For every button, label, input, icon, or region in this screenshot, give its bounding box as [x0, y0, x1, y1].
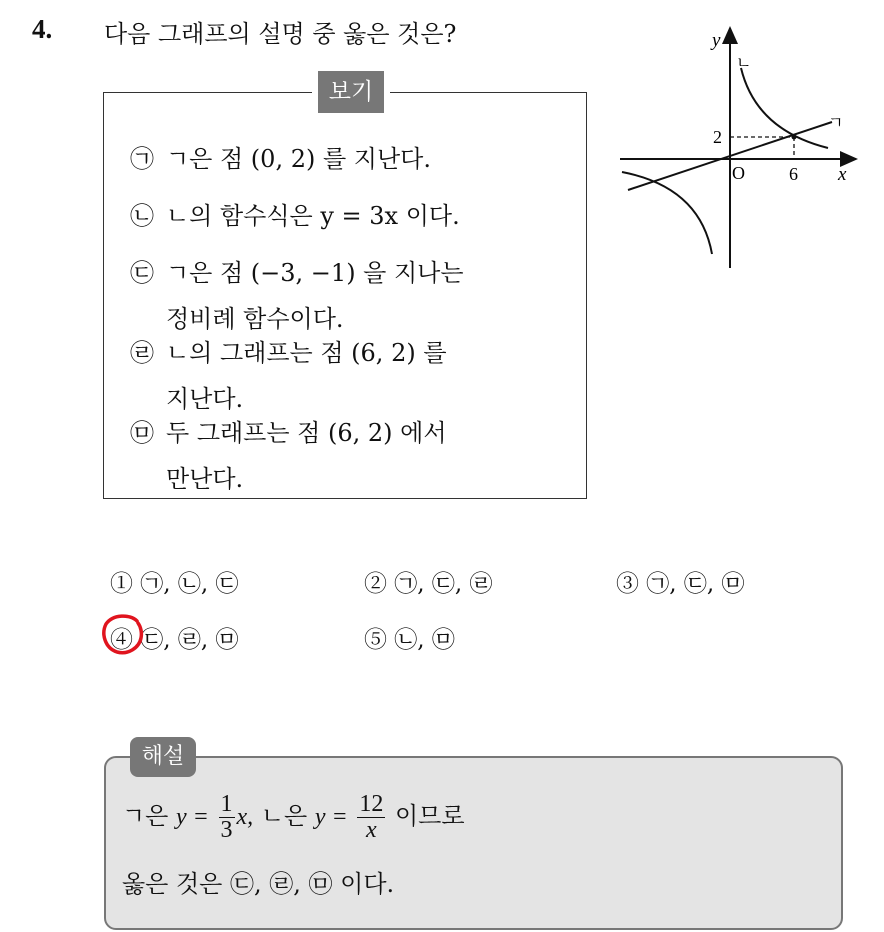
fraction-denominator: 3: [220, 817, 233, 844]
fraction-twelve-over-x: [357, 792, 385, 843]
bogi-title: 보기: [312, 71, 390, 113]
tick-x-label: 6: [789, 164, 798, 184]
item-marker: ㉠: [130, 145, 154, 173]
item-text: ㄱ은 점 (0, 2) 를 지난다.: [166, 145, 431, 173]
solution-text: ㄴ은: [260, 802, 308, 831]
item-marker: ㉣: [130, 339, 154, 367]
item-text: 두 그래프는 점 (6, 2) 에서: [166, 419, 447, 447]
bogi-item: [130, 410, 447, 502]
x-axis-label: x: [838, 164, 847, 185]
solution-line-1: [122, 792, 465, 843]
item-text: ㄴ의 그래프는 점 (6, 2) 를: [166, 339, 447, 367]
origin-label: O: [732, 163, 745, 183]
fraction-denominator: x: [366, 817, 377, 844]
question-number: 4.: [32, 14, 53, 44]
choice-1[interactable]: ① ㉠, ㉡, ㉢: [110, 571, 239, 597]
solution-title: 해설: [130, 737, 196, 777]
question-text: 다음 그래프의 설명 중 옳은 것은?: [104, 20, 457, 48]
bogi-item: [130, 136, 431, 182]
hyperbola-left-branch: [622, 172, 712, 254]
curve-label-n: ㄴ: [736, 53, 752, 72]
bogi-item: [130, 193, 460, 239]
bogi-item: [130, 250, 464, 342]
item-text-cont: 지난다.: [166, 385, 244, 413]
y-axis-label: y: [712, 30, 721, 51]
item-marker: ㉢: [130, 259, 154, 287]
solution-text: 이므로: [394, 802, 465, 831]
item-text: ㄱ은 점 (−3, −1) 을 지나는: [166, 259, 464, 287]
fraction-one-third: [219, 792, 235, 843]
hyperbola-right-branch: [741, 68, 828, 148]
choice-5[interactable]: ⑤ ㉡, ㉤: [364, 627, 455, 653]
solution-line-2: 옳은 것은 ㉢, ㉣, ㉤ 이다.: [122, 870, 395, 898]
choice-4[interactable]: ④ ㉢, ㉣, ㉤: [110, 627, 239, 653]
intersection-point: [792, 135, 797, 140]
function-graph: [616, 22, 862, 278]
answer-circle-mark: [101, 612, 145, 656]
choice-3[interactable]: ③ ㉠, ㉢, ㉤: [616, 571, 745, 597]
item-text: ㄴ의 함수식은 y = 3x 이다.: [166, 202, 460, 230]
choice-2[interactable]: ② ㉠, ㉢, ㉣: [364, 571, 493, 597]
item-marker: ㉤: [130, 419, 154, 447]
equation-lhs: y =: [314, 804, 348, 831]
solution-text: ㄱ은: [122, 802, 169, 831]
fraction-numerator: 1: [220, 791, 233, 817]
curve-label-g: ㄱ: [828, 113, 844, 132]
item-text-cont: 정비례 함수이다.: [166, 305, 344, 333]
equation-tail: x,: [236, 804, 254, 831]
equation-lhs: y =: [176, 804, 209, 831]
fraction-numerator: 12: [359, 791, 384, 817]
item-text-cont: 만난다.: [166, 465, 244, 493]
bogi-item: [130, 330, 447, 422]
item-marker: ㉡: [130, 202, 154, 230]
tick-y-label: 2: [713, 127, 722, 147]
